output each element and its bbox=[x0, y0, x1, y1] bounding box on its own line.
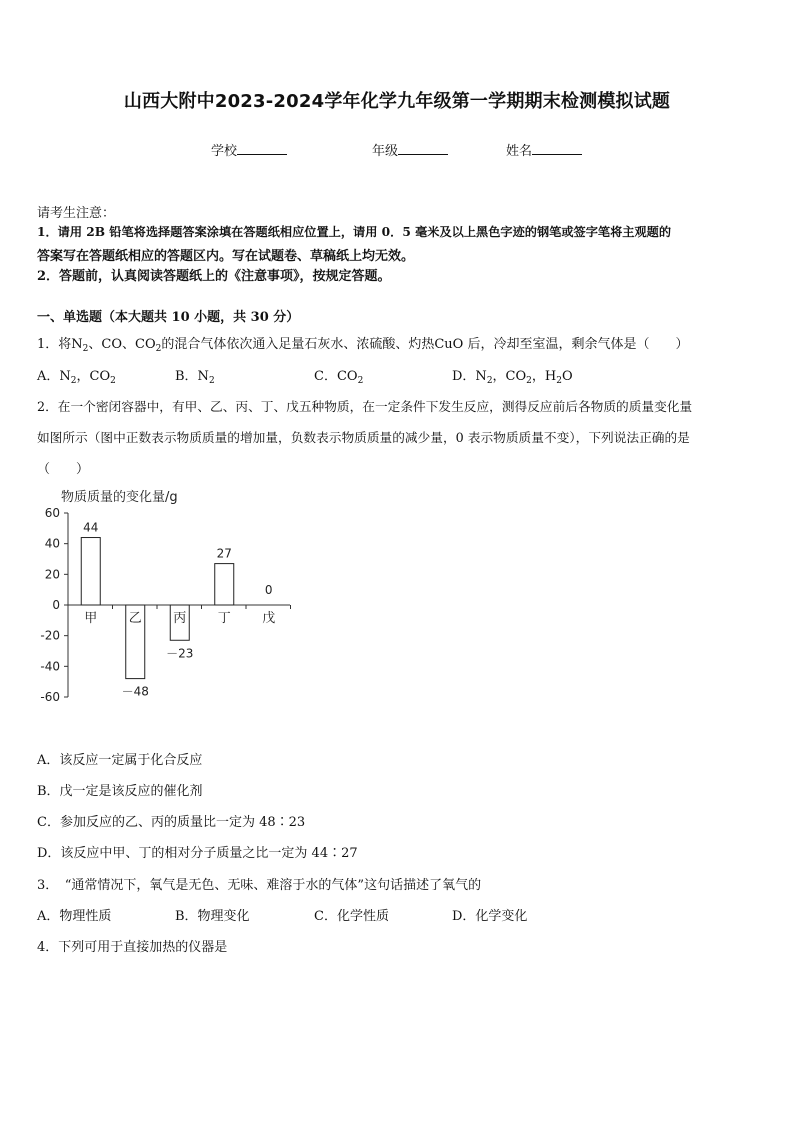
grade-blank[interactable] bbox=[398, 141, 448, 155]
y-tick-label: -40 bbox=[40, 659, 60, 674]
q1-stem: 1．将$N_2$、CO、$CO_2$的混合气体依次通入足量石灰水、浓硫酸、灼热CuO 后，冷却至室温，剩余气体是（ ） bbox=[37, 337, 689, 354]
q3-option-b[interactable]: B．物理变化 bbox=[175, 909, 250, 924]
chart-title: 物质质量的变化量/g bbox=[61, 490, 178, 505]
name-label: 姓名 bbox=[506, 144, 533, 159]
data-label: 27 bbox=[216, 546, 232, 561]
page-title: 山西大附中2023-2024学年化学九年级第一学期期末检测模拟试题 bbox=[123, 91, 671, 112]
q2-stem-line-1: 2．在一个密闭容器中，有甲、乙、丙、丁、戊五种物质，在一定条件下发生反应，测得反应前后各物质的质量变化量 bbox=[37, 399, 693, 414]
section-heading: 一、单选题（本大题共 10 小题，共 30 分） bbox=[37, 310, 300, 325]
y-tick-label: 40 bbox=[44, 536, 60, 551]
data-label: 0 bbox=[264, 583, 273, 597]
student-info-row bbox=[0, 140, 794, 160]
q1-option-d[interactable]: D．$N_2$，$CO_2$，$H_2O$ bbox=[452, 369, 573, 386]
name-blank[interactable] bbox=[532, 141, 582, 155]
y-tick-label: 20 bbox=[44, 567, 60, 582]
notice-item-2: 2．答题前，认真阅读答题纸上的《注意事项》，按规定答题。 bbox=[37, 269, 391, 284]
q2-option-a[interactable]: A．该反应一定属于化合反应 bbox=[37, 753, 203, 768]
data-label: －23 bbox=[166, 646, 194, 661]
name-field[interactable] bbox=[506, 140, 582, 159]
y-tick-label: 60 bbox=[44, 506, 60, 520]
category-label: 戊 bbox=[262, 611, 276, 626]
q3-option-d[interactable]: D．化学变化 bbox=[452, 909, 528, 924]
category-label: 丙 bbox=[173, 611, 187, 626]
q1-option-a[interactable]: A．$N_2$，$CO_2$ bbox=[37, 369, 116, 386]
q1-option-c[interactable]: C．$CO_2$ bbox=[314, 369, 364, 386]
q3-option-c[interactable]: C．化学性质 bbox=[314, 909, 389, 924]
q3-stem: 3． “通常情况下，氧气是无色、无味、难溶于水的气体”这句话描述了氧气的 bbox=[37, 878, 482, 893]
y-tick-label: 0 bbox=[52, 598, 60, 612]
q2-stem-line-3: （ ） bbox=[37, 462, 90, 477]
category-label: 乙 bbox=[128, 611, 142, 626]
y-tick-label: -60 bbox=[40, 690, 60, 704]
notice-heading: 请考生注意： bbox=[37, 206, 116, 221]
mass-change-bar-chart bbox=[30, 485, 300, 710]
q1-option-b[interactable]: B．$N_2$ bbox=[175, 369, 215, 386]
q3-option-a[interactable]: A．物理性质 bbox=[37, 909, 112, 924]
bar bbox=[215, 564, 234, 605]
notice-item-1b: 答案写在答题纸相应的答题区内。写在试题卷、草稿纸上均无效。 bbox=[37, 249, 415, 264]
category-label: 甲 bbox=[84, 611, 98, 626]
notice-item-1a: 1．请用 2B 铅笔将选择题答案涂填在答题纸相应位置上，请用 0．5 毫米及以上黑色字迹的钢笔或签字笔将主观题的 bbox=[37, 225, 672, 239]
grade-field[interactable] bbox=[372, 140, 448, 159]
q2-option-b[interactable]: B．戊一定是该反应的催化剂 bbox=[37, 784, 203, 799]
data-label: －48 bbox=[121, 684, 149, 699]
bar bbox=[81, 538, 100, 605]
y-tick-label: -20 bbox=[40, 628, 60, 643]
q2-option-d[interactable]: D．该反应中甲、丁的相对分子质量之比一定为 44∶27 bbox=[37, 846, 358, 861]
q4-stem: 4．下列可用于直接加热的仪器是 bbox=[37, 940, 228, 955]
q2-stem-line-2: 如图所示（图中正数表示物质质量的增加量，负数表示物质质量的减少量，0 表示物质质量不变），下列说法正确的是 bbox=[37, 430, 690, 445]
school-label: 学校 bbox=[211, 144, 238, 159]
data-label: 44 bbox=[83, 520, 99, 535]
school-field[interactable] bbox=[211, 140, 287, 159]
school-blank[interactable] bbox=[237, 141, 287, 155]
category-label: 丁 bbox=[217, 611, 231, 626]
q2-option-c[interactable]: C．参加反应的乙、丙的质量比一定为 48∶23 bbox=[37, 815, 306, 830]
grade-label: 年级 bbox=[372, 144, 399, 159]
